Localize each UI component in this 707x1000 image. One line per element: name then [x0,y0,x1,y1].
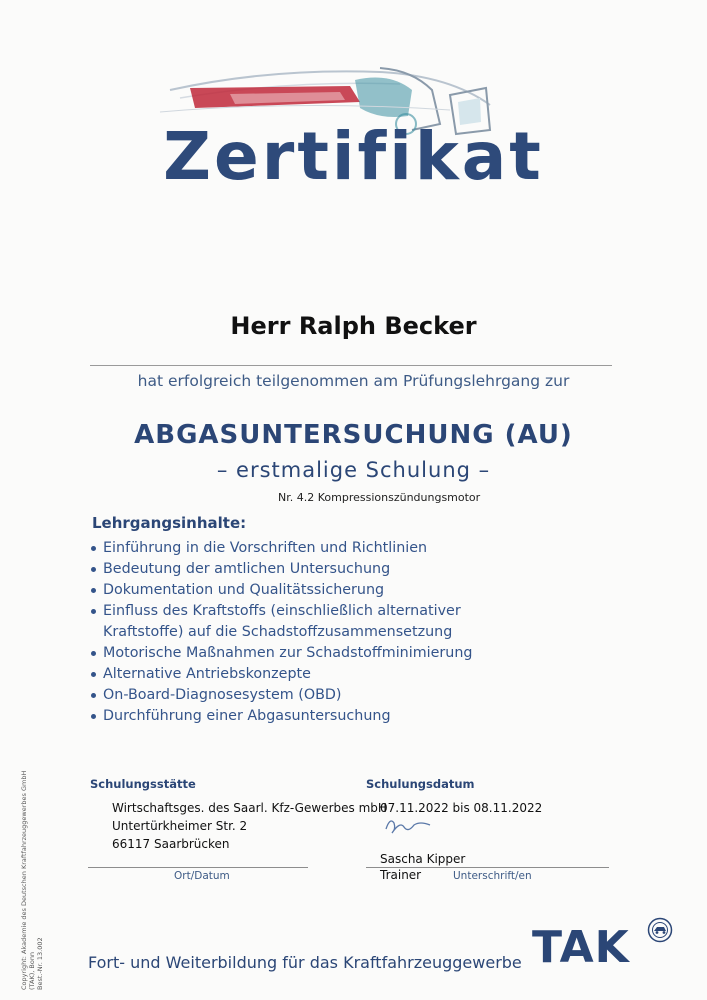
footer-tagline: Fort- und Weiterbildung für das Kraftfahrzeuggewerbe [88,953,522,972]
signature-mark [380,813,436,839]
copyright-line-2: Best.-Nr. 13.002 [36,937,44,990]
list-item: Motorische Maßnahmen zur Schadstoffminimierung [90,643,543,664]
tak-seal-icon [647,917,673,943]
list-item: Einführung in die Vorschriften und Richtlinien [90,538,543,559]
place-date-label: Ort/Datum [174,870,230,882]
recipient-name: Herr Ralph Becker [230,312,477,340]
venue-line-1: Wirtschaftsges. des Saarl. Kfz-Gewerbes mbH [112,801,387,815]
venue-label: Schulungsstätte [90,777,196,791]
signature-label: Unterschrift/en [453,870,532,882]
list-item: On-Board-Diagnosesystem (OBD) [90,685,543,706]
trainer-role: Trainer [380,868,422,882]
course-subtitle: – erstmalige Schulung – [216,458,491,482]
list-item: Dokumentation und Qualitätssicherung [90,580,543,601]
date-value: 07.11.2022 bis 08.11.2022 [380,801,543,815]
list-item: Bedeutung der amtlichen Untersuchung [90,559,543,580]
course-name: ABGASUNTERSUCHUNG (AU) [134,420,573,450]
contents-list [90,538,543,727]
list-item: Alternative Antriebskonzepte [90,664,543,685]
list-item: Durchführung einer Abgasuntersuchung [90,706,543,727]
course-note: Nr. 4.2 Kompressionszündungsmotor [278,491,481,504]
intro-text: hat erfolgreich teilgenommen am Prüfungslehrgang zur [137,372,570,390]
venue-line-3: 66117 Saarbrücken [112,837,230,851]
place-date-line [88,867,308,868]
copyright-note [20,750,44,990]
name-divider [90,365,612,366]
tak-logo: TAK [532,922,630,973]
certificate-title: Zertifikat [163,118,544,195]
contents-heading: Lehrgangsinhalte: [92,514,247,532]
venue-line-2: Untertürkheimer Str. 2 [112,819,248,833]
date-label: Schulungsdatum [366,777,475,791]
list-item: Einfluss des Kraftstoffs (einschließlich alternativer Kraftstoffe) auf die Schadstoffzusammensetzung [90,601,543,643]
trainer-name: Sascha Kipper [380,852,466,866]
copyright-line-1: Copyright: Akademie des Deutschen Kraftfahrzeuggewerbes GmbH (TAK), Bonn [20,770,36,990]
